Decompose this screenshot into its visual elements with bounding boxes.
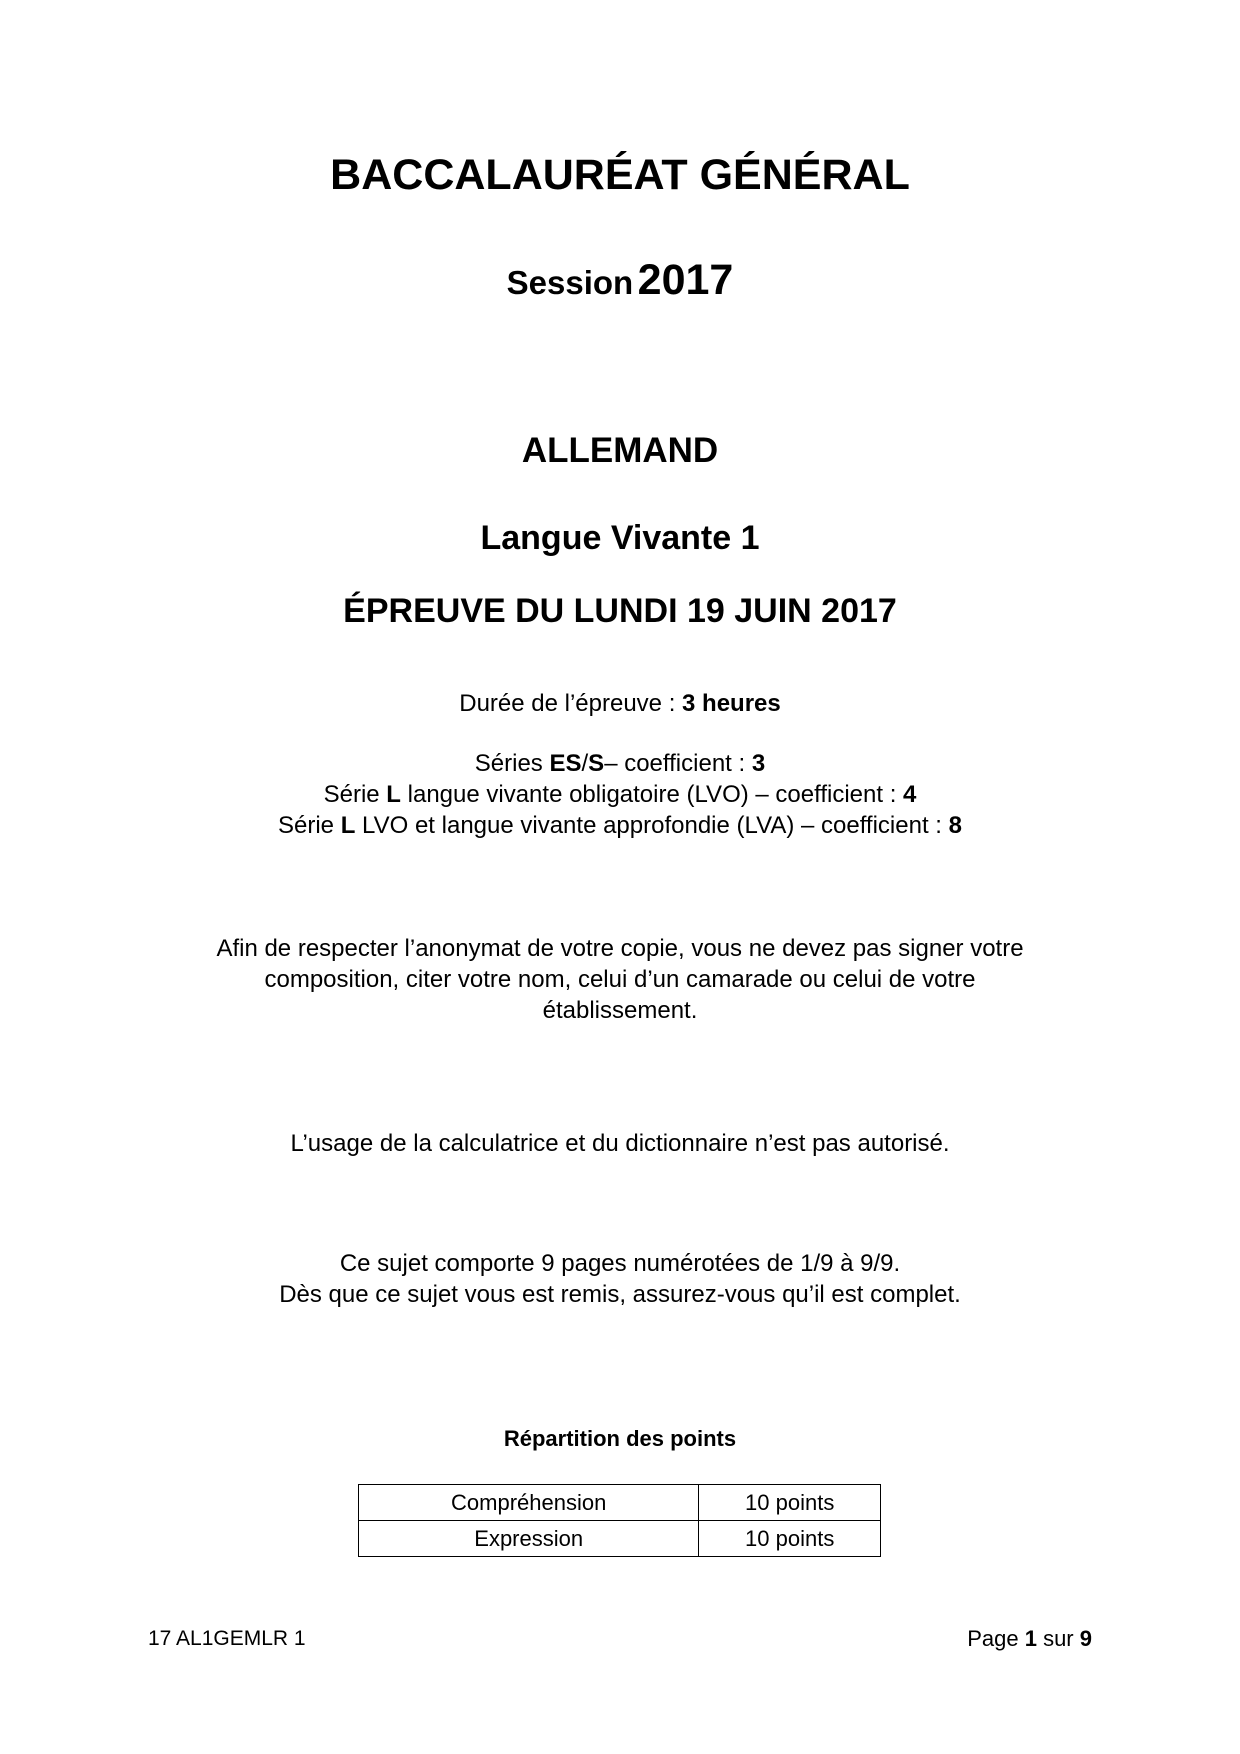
points-table-title: Répartition des points bbox=[503, 1426, 737, 1451]
coef-suffix: LVO et langue vivante approfondie (LVA) – coefficient : bbox=[355, 812, 949, 839]
table-cell-points: 10 points bbox=[699, 1521, 881, 1557]
exam-date: ÉPREUVE DU LUNDI 19 JUIN 2017 bbox=[343, 592, 897, 630]
page-current: 1 bbox=[1024, 1626, 1037, 1651]
coef-value: 3 bbox=[751, 750, 766, 777]
exam-duration bbox=[0, 688, 1240, 720]
coef-suffix: – coefficient : bbox=[604, 750, 752, 777]
points-table bbox=[358, 1484, 881, 1557]
serie-l: L bbox=[386, 781, 401, 808]
subject-name: ALLEMAND bbox=[521, 431, 719, 470]
anonymity-line-1: Afin de respecter l’anonymat de votre copie, vous ne devez pas signer votre bbox=[216, 935, 1024, 962]
session-line bbox=[0, 255, 1240, 315]
anonymity-line-3: établissement. bbox=[542, 997, 698, 1024]
exam-title: BACCALAURÉAT GÉNÉRAL bbox=[330, 151, 910, 199]
coef-value: 8 bbox=[948, 812, 962, 839]
serie-s: S bbox=[588, 750, 605, 777]
coef-prefix: Série bbox=[323, 781, 387, 808]
serie-separator: / bbox=[581, 750, 589, 777]
session-label: Session bbox=[506, 264, 634, 301]
table-row bbox=[359, 1521, 881, 1557]
subject-code: 17 AL1GEMLR 1 bbox=[148, 1627, 306, 1650]
coefficient-line-l-lva bbox=[0, 810, 1240, 841]
page-label: Page bbox=[967, 1626, 1025, 1651]
table-cell-section: Expression bbox=[359, 1521, 699, 1557]
duration-label: Durée de l’épreuve : bbox=[459, 690, 683, 717]
pages-line-1: Ce sujet comporte 9 pages numérotées de 1/9 à 9/9. bbox=[339, 1250, 901, 1277]
calculator-notice: L’usage de la calculatrice et du dictionnaire n’est pas autorisé. bbox=[290, 1130, 950, 1157]
coef-value: 4 bbox=[903, 781, 917, 808]
coefficient-line-l-lvo bbox=[0, 779, 1240, 810]
session-year: 2017 bbox=[637, 256, 734, 304]
coef-suffix: langue vivante obligatoire (LVO) – coefficient : bbox=[400, 781, 904, 808]
serie-es: ES bbox=[549, 750, 582, 777]
duration-value: 3 heures bbox=[682, 690, 781, 717]
pages-line-2: Dès que ce sujet vous est remis, assurez-vous qu’il est complet. bbox=[279, 1281, 961, 1308]
serie-l: L bbox=[340, 812, 356, 839]
table-cell-points: 10 points bbox=[699, 1485, 881, 1521]
page-total: 9 bbox=[1079, 1626, 1092, 1651]
page-separator: sur bbox=[1036, 1626, 1080, 1651]
coefficients-block bbox=[0, 748, 1240, 841]
page-number bbox=[967, 1625, 1092, 1653]
coef-prefix: Série bbox=[278, 812, 341, 839]
coefficient-line-es-s bbox=[0, 748, 1240, 779]
anonymity-notice bbox=[0, 933, 1240, 1026]
table-cell-section: Compréhension bbox=[359, 1485, 699, 1521]
language-level: Langue Vivante 1 bbox=[480, 519, 760, 557]
coef-prefix: Séries bbox=[474, 750, 550, 777]
table-row bbox=[359, 1485, 881, 1521]
anonymity-line-2: composition, citer votre nom, celui d’un camarade ou celui de votre bbox=[264, 966, 976, 993]
pages-notice bbox=[0, 1248, 1240, 1310]
